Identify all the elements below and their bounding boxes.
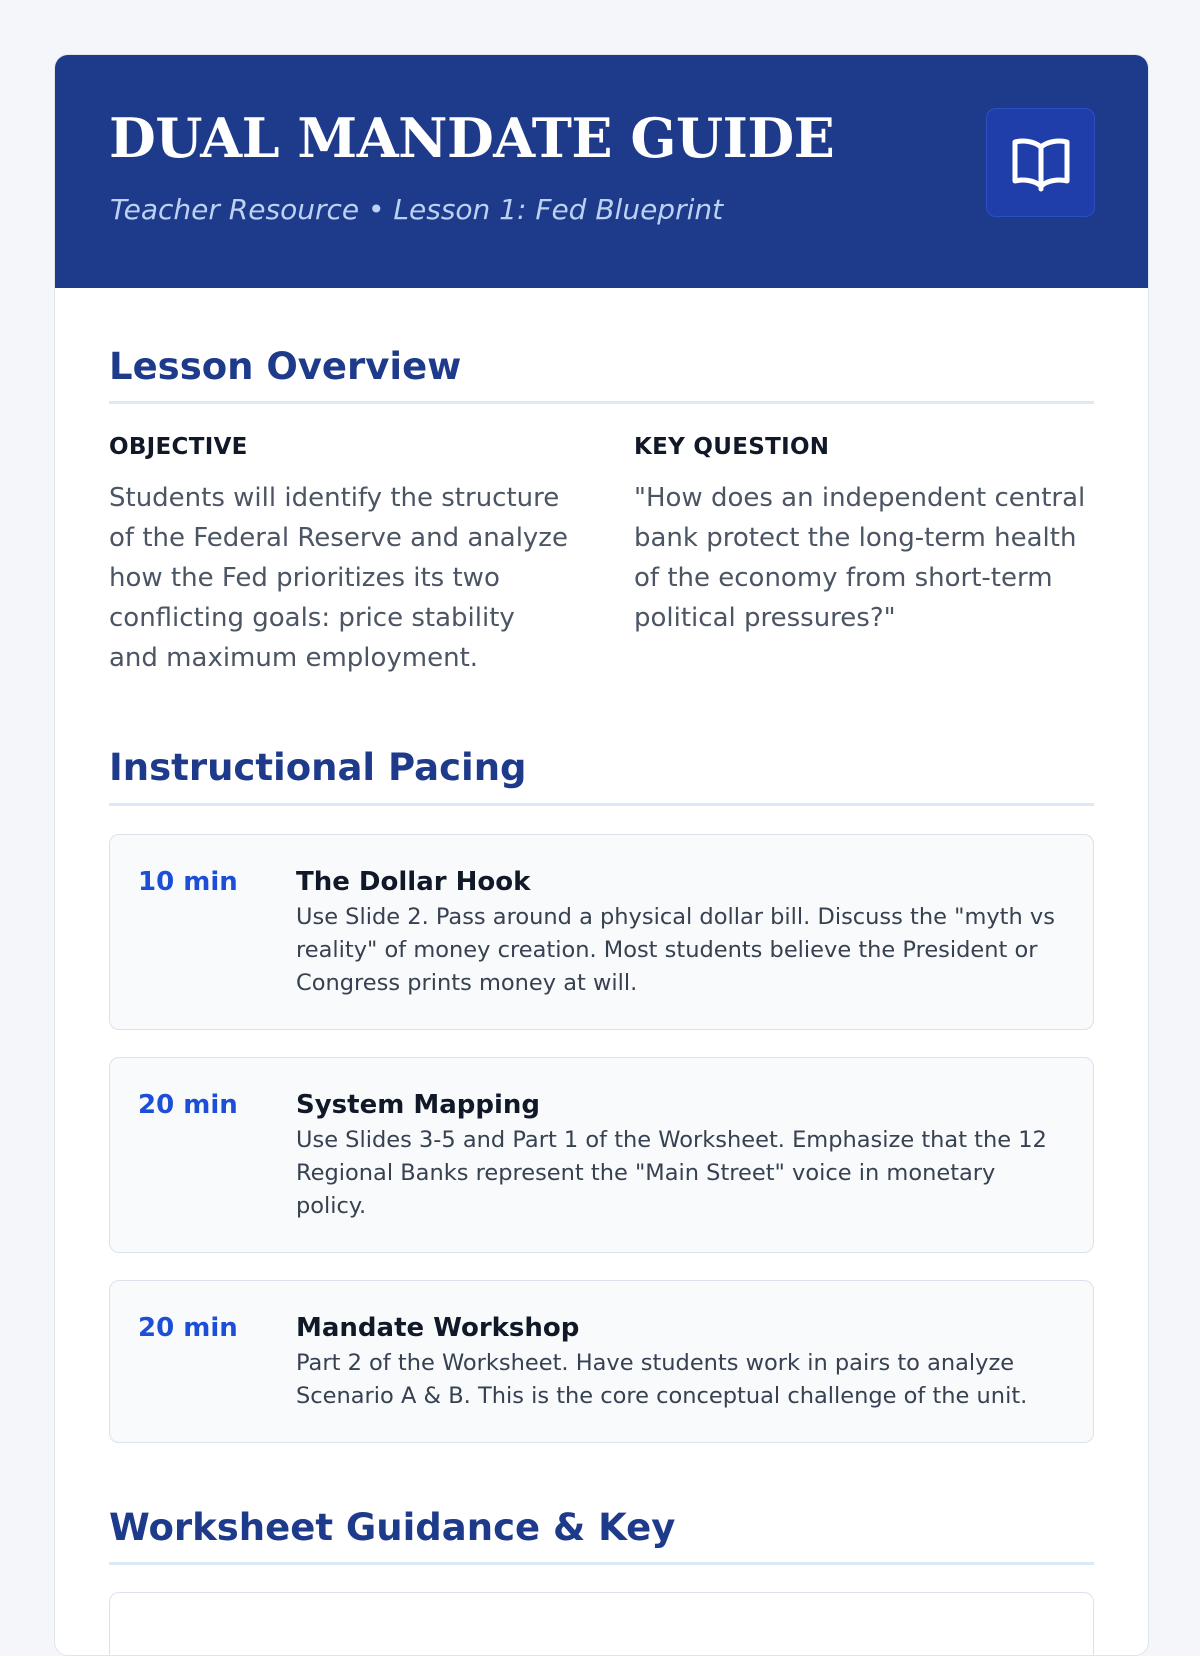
- lesson-overview-heading: Lesson Overview: [109, 345, 1094, 404]
- pacing-item-time: 10 min: [138, 866, 238, 897]
- page-title: DUAL MANDATE GUIDE: [109, 106, 835, 170]
- pacing-item-desc: Use Slide 2. Pass around a physical dollar bill. Discuss the "myth vs reality" of money creation. Most students believe the President or Congress prints money at will.: [296, 903, 1055, 996]
- book-open-icon-svg: [1010, 133, 1072, 193]
- pacing-item-content: [296, 865, 1065, 1000]
- book-open-icon: [986, 108, 1095, 217]
- objective-column: [109, 434, 569, 678]
- pacing-item-name: Mandate Workshop: [296, 1312, 580, 1343]
- pacing-item-dollar-hook: [109, 834, 1094, 1030]
- pacing-item-name: The Dollar Hook: [296, 866, 531, 897]
- pacing-item-time: 20 min: [138, 1089, 238, 1120]
- pacing-list: [109, 834, 1094, 1443]
- worksheet-guidance-heading: Worksheet Guidance & Key: [109, 1506, 1094, 1565]
- pacing-item-content: [296, 1088, 1065, 1223]
- pacing-item-content: [296, 1311, 1065, 1413]
- guide-body: [55, 345, 1148, 1656]
- key-question-text: "How does an independent central bank protect the long-term health of the economy from short-term political pressures?": [634, 483, 1086, 634]
- guide-card: [54, 54, 1149, 1656]
- header-banner: [55, 55, 1148, 288]
- page-subtitle: Teacher Resource • Lesson 1: Fed Blueprint: [110, 193, 724, 226]
- objective-label: OBJECTIVE: [109, 434, 248, 461]
- key-question-label: KEY QUESTION: [634, 434, 830, 461]
- worksheet-guidance-box: [109, 1592, 1094, 1656]
- pacing-item-time: 20 min: [138, 1312, 238, 1343]
- pacing-item-desc: Use Slides 3-5 and Part 1 of the Worksheet. Emphasize that the 12 Regional Banks represent the "Main Street" voice in monetary policy.: [296, 1126, 1047, 1219]
- instructional-pacing-heading: Instructional Pacing: [109, 746, 1094, 805]
- key-question-column: [634, 434, 1094, 678]
- pacing-item-name: System Mapping: [296, 1089, 541, 1120]
- pacing-item-system-mapping: [109, 1057, 1094, 1253]
- pacing-item-desc: Part 2 of the Worksheet. Have students work in pairs to analyze Scenario A & B. This is the core conceptual challenge of the unit.: [296, 1349, 1028, 1409]
- pacing-item-mandate-workshop: [109, 1280, 1094, 1443]
- overview-grid: [109, 434, 1094, 678]
- objective-text: Students will identify the structure of the Federal Reserve and analyze how the Fed prioritizes its two conflicting goals: price stability and maximum employment.: [109, 483, 568, 674]
